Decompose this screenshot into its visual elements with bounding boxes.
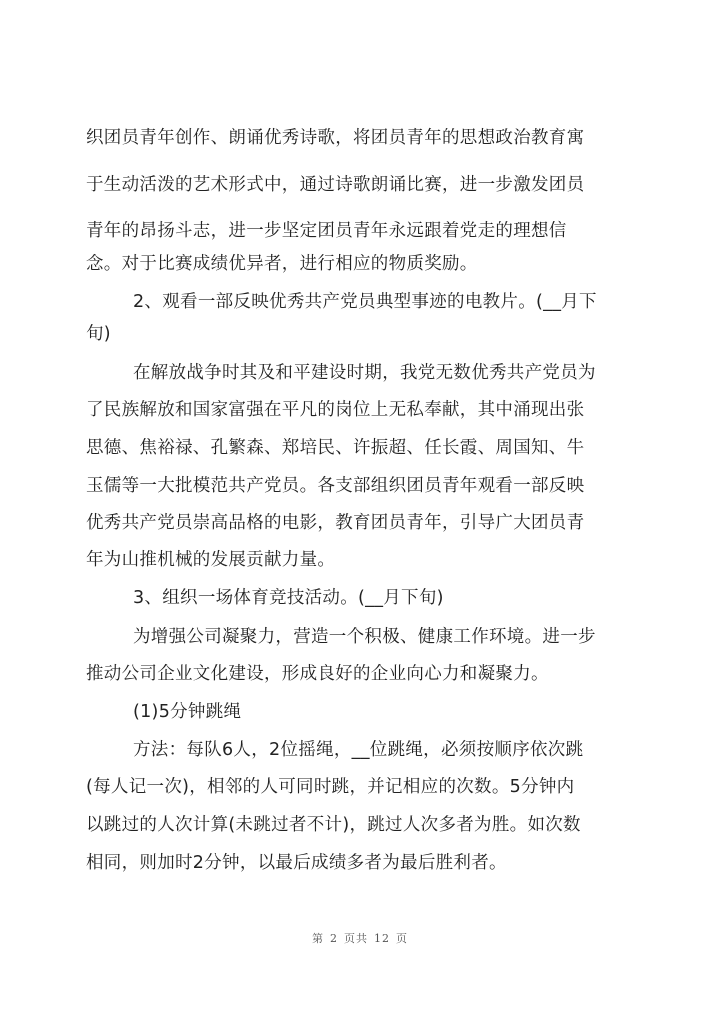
text-line: 在解放战争时其及和平建设时期，我党无数优秀共产党员为	[133, 363, 596, 383]
text-line: 2、观看一部反映优秀共产党员典型事迹的电教片。(__月下	[133, 292, 597, 312]
text-line: 思德、焦裕禄、孔繁森、郑培民、许振超、任长霞、周国知、牛	[86, 438, 585, 458]
footer-page-total: 12	[374, 932, 390, 945]
footer-page-middle: 页共	[344, 932, 368, 945]
text-line: 3、组织一场体育竞技活动。(__月下旬)	[133, 588, 444, 608]
text-line: 相同，则加时2分钟，以最后成绩多者为最后胜利者。	[86, 853, 507, 873]
text-line: 方法：每队6人，2位摇绳，__位跳绳，必须按顺序依次跳	[133, 740, 584, 760]
text-line: (每人记一次)，相邻的人可同时跳，并记相应的次数。5分钟内	[86, 777, 575, 797]
text-line: 为增强公司凝聚力，营造一个积极、健康工作环境。进一步	[133, 627, 596, 647]
text-line: 推动公司企业文化建设，形成良好的企业向心力和凝聚力。	[86, 664, 549, 684]
text-line: 念。对于比赛成绩优异者，进行相应的物质奖励。	[86, 254, 478, 274]
text-line: 玉儒等一大批模范共产党员。各支部组织团员青年观看一部反映	[86, 476, 585, 496]
text-line: 青年的昂扬斗志，进一步坚定团员青年永远跟着党走的理想信	[86, 221, 567, 241]
text-line: 年为山推机械的发展贡献力量。	[86, 550, 336, 570]
text-line: 于生动活泼的艺术形式中，通过诗歌朗诵比赛，进一步激发团员	[86, 175, 585, 195]
text-line: (1)5分钟跳绳	[133, 702, 242, 722]
footer-page-suffix: 页	[396, 932, 408, 945]
text-line: 优秀共产党员崇高品格的电影，教育团员青年，引导广大团员青	[86, 513, 585, 533]
text-line: 旬)	[86, 324, 111, 344]
text-line: 以跳过的人次计算(未跳过者不计)，跳过人次多者为胜。如次数	[86, 815, 581, 835]
text-line: 织团员青年创作、朗诵优秀诗歌，将团员青年的思想政治教育寓	[86, 128, 585, 148]
footer-page-prefix: 第	[312, 932, 324, 945]
page-footer	[0, 930, 720, 946]
footer-page-number: 2	[330, 932, 338, 945]
text-line: 了民族解放和国家富强在平凡的岗位上无私奉献，其中涌现出张	[86, 400, 585, 420]
